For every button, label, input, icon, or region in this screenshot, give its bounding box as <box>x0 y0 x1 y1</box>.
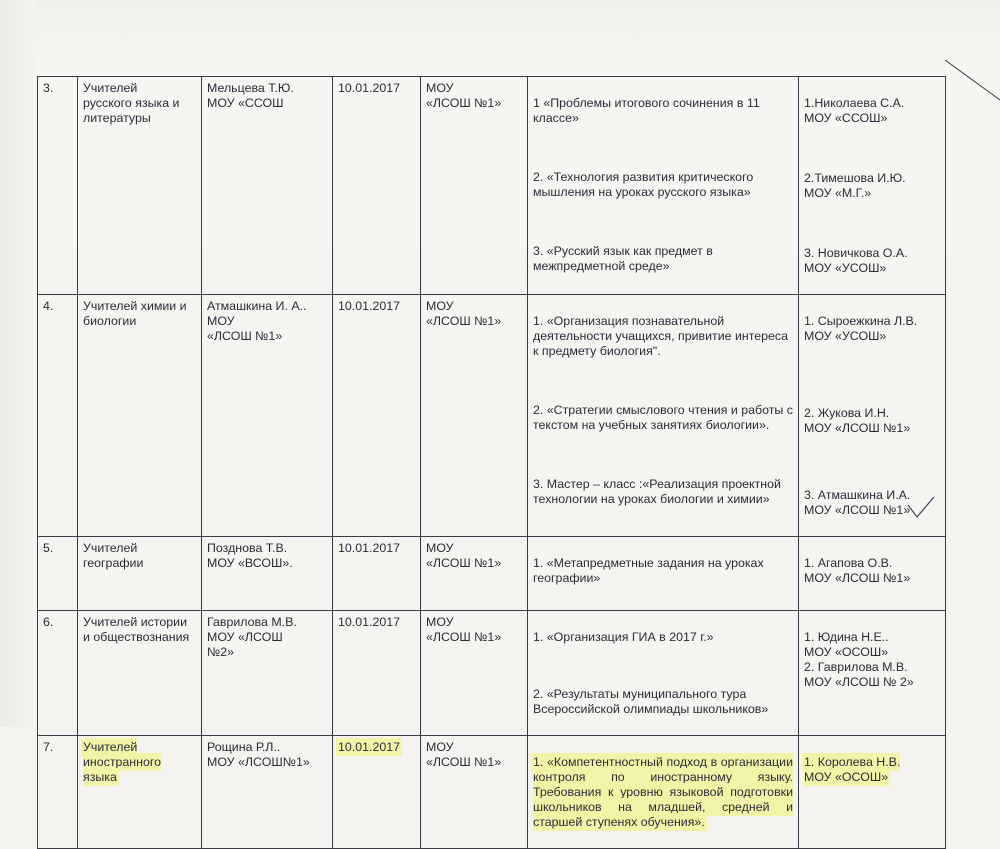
expert-item: 1.Николаева С.А. МОУ «ССОШ» <box>804 96 905 125</box>
experts-cell <box>799 537 946 611</box>
folded-corner-line <box>945 60 1000 130</box>
meeting-date: 10.01.2017 <box>333 611 421 736</box>
page-edge <box>0 0 35 727</box>
expert-item: 3. Новичкова О.А. МОУ «УСОШ» <box>804 246 908 275</box>
venue: МОУ «ЛСОШ №1» <box>421 537 528 611</box>
highlighted-date: 10.01.2017 <box>338 740 401 754</box>
group-name <box>78 736 202 849</box>
row-number: 7. <box>38 736 78 849</box>
experts-cell <box>799 611 946 736</box>
expert-item: 2. Жукова И.Н. МОУ «ЛСОШ №1» <box>804 406 911 435</box>
group-name: Учителей химии и биологии <box>78 295 202 537</box>
group-name: Учителей русского языка и литературы <box>78 77 202 295</box>
table-row <box>38 77 946 295</box>
expert-item <box>804 755 940 785</box>
topic-item: 1. «Организация ГИА в 2017 г.» <box>533 630 714 644</box>
expert-item: 1. Сыроежкина Л.В. МОУ «УСОШ» <box>804 314 918 343</box>
group-name: Учителей географии <box>78 537 202 611</box>
experts-cell <box>799 77 946 295</box>
table-row <box>38 295 946 537</box>
topic-item: 2. «Результаты муниципального тура Всероссийской олимпиады школьников» <box>533 687 769 716</box>
expert-item: 2.Тимешова И.Ю. МОУ «М.Г.» <box>804 171 906 200</box>
experts-cell <box>799 736 946 849</box>
venue: МОУ «ЛСОШ №1» <box>421 77 528 295</box>
table-row <box>38 736 946 849</box>
expert-item: 3. Атмашкина И.А. МОУ «ЛСОШ №1» <box>804 488 911 517</box>
table-row <box>38 537 946 611</box>
topic-item: 3. «Русский язык как предмет в межпредметной среде» <box>533 244 713 273</box>
topics-cell <box>528 611 799 736</box>
leader-name: Позднова Т.В. МОУ «ВСОШ». <box>202 537 333 611</box>
topic-item: 1. «Метапредметные задания на уроках географии» <box>533 556 764 585</box>
topics-cell <box>528 537 799 611</box>
topics-cell <box>528 736 799 849</box>
row-number: 6. <box>38 611 78 736</box>
handwritten-check-mark <box>906 495 936 521</box>
leader-name: Мельцева Т.Ю. МОУ «ССОШ <box>202 77 333 295</box>
topic-item: 1 «Проблемы итогового сочинения в 11 классе» <box>533 96 760 125</box>
meeting-date <box>333 736 421 849</box>
methodical-associations-table <box>37 76 946 849</box>
row-number: 4. <box>38 295 78 537</box>
highlighted-topic: 1. «Компетентностный подход в организации контроля по иностранному языку. Требования к уровню языковой подготовки школьников на младшей, средней и старшей ступенях обучения». <box>533 755 793 829</box>
venue: МОУ «ЛСОШ №1» <box>421 736 528 849</box>
meeting-date: 10.01.2017 <box>333 295 421 537</box>
topic-item: 3. Мастер – класс :«Реализация проектной технологии на уроках биологии и химии» <box>533 477 781 506</box>
topics-cell <box>528 77 799 295</box>
table-row <box>38 611 946 736</box>
topic-item: 1. «Организация познавательной деятельности учащихся, привитие интереса к предмету биология". <box>533 314 789 358</box>
venue: МОУ «ЛСОШ №1» <box>421 295 528 537</box>
leader-name: Рощина Р.Л.. МОУ «ЛСОШ№1» <box>202 736 333 849</box>
row-number: 3. <box>38 77 78 295</box>
meeting-date: 10.01.2017 <box>333 537 421 611</box>
row-number: 5. <box>38 537 78 611</box>
leader-name: Атмашкина И. А.. МОУ «ЛСОШ №1» <box>202 295 333 537</box>
expert-item: 1. Юдина Н.Е.. МОУ «ОСОШ» 2. Гаврилова М.В. МОУ «ЛСОШ № 2» <box>804 630 914 689</box>
highlighted-expert: 1. Королева Н.В. МОУ «ОСОШ» <box>804 755 901 784</box>
venue: МОУ «ЛСОШ №1» <box>421 611 528 736</box>
highlighted-group-name: Учителей иностранного языка <box>83 740 162 784</box>
topic-item <box>533 755 793 830</box>
meeting-date: 10.01.2017 <box>333 77 421 295</box>
group-name: Учителей истории и обществознания <box>78 611 202 736</box>
topics-cell <box>528 295 799 537</box>
topic-item: 2. «Стратегии смыслового чтения и работы с текстом на учебных занятиях биологии». <box>533 403 793 432</box>
expert-item: 1. Агапова О.В. МОУ «ЛСОШ №1» <box>804 556 911 585</box>
topic-item: 2. «Технология развития критического мышления на уроках русского языка» <box>533 170 754 199</box>
leader-name: Гаврилова М.В. МОУ «ЛСОШ №2» <box>202 611 333 736</box>
